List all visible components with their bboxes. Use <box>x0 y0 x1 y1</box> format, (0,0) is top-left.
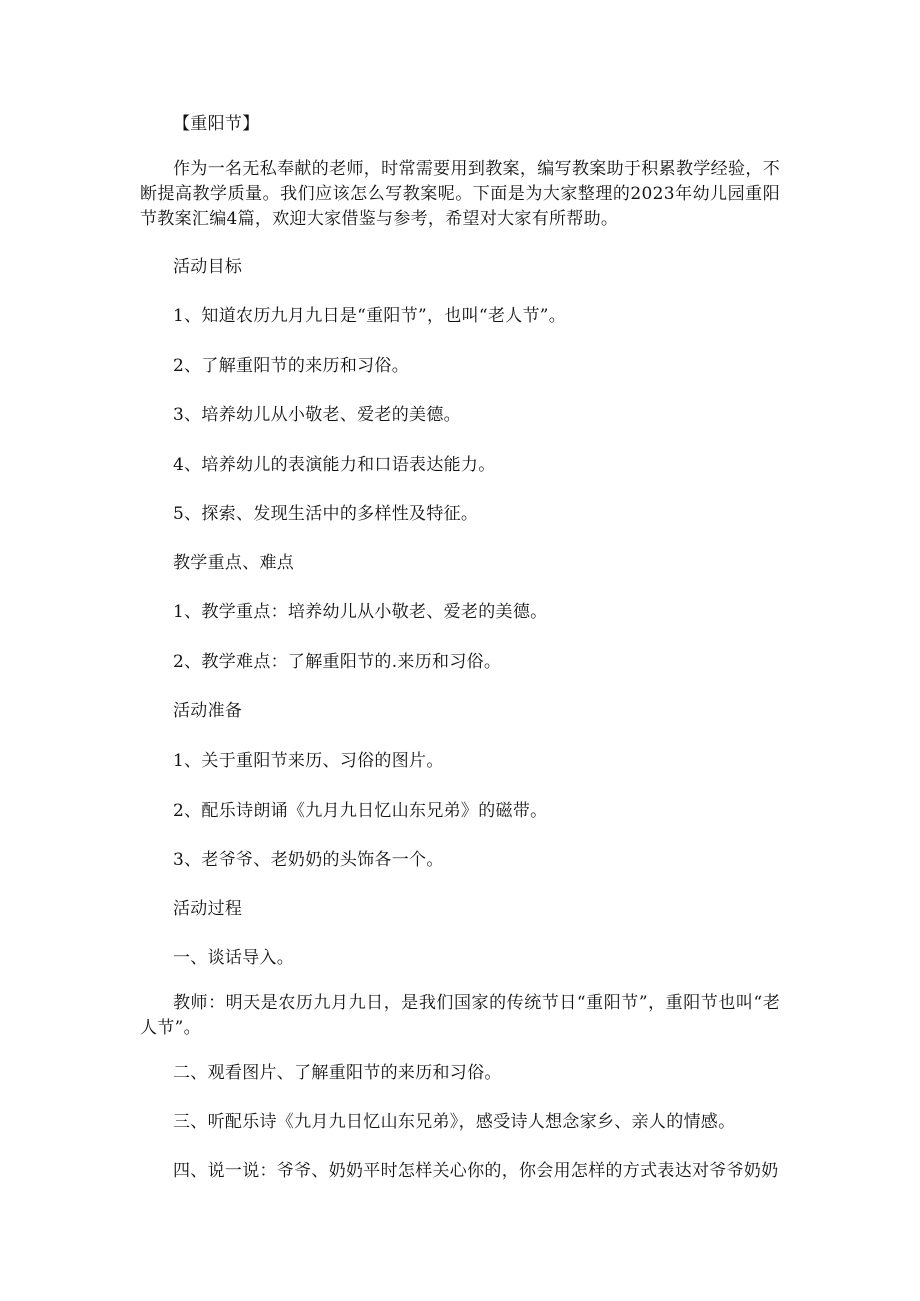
goal-item: 1、知道农历九月九日是“重阳节”，也叫“老人节”。 <box>173 306 567 326</box>
goal-item: 2、了解重阳节的来历和习俗。 <box>173 356 410 376</box>
goal-item: 5、探索、发现生活中的多样性及特征。 <box>173 504 479 524</box>
key-points-heading: 教学重点、难点 <box>173 553 295 573</box>
process-heading: 活动过程 <box>173 899 243 919</box>
process-item: 四、说一说：爷爷、奶奶平时怎样关心你的，你会用怎样的方式表达对爷爷奶奶 <box>173 1161 779 1181</box>
process-item: 一、谈话导入。 <box>173 948 295 968</box>
key-point-item: 1、教学重点：培养幼儿从小敬老、爱老的美德。 <box>173 602 548 622</box>
preparation-item: 1、关于重阳节来历、习俗的图片。 <box>173 751 444 771</box>
document-title: 【重阳节】 <box>173 114 260 134</box>
process-paragraph: 教师：明天是农历九月九日，是我们国家的传统节日“重阳节”，重阳节也叫“老人节”。 <box>140 993 780 1038</box>
goal-item: 3、培养幼儿从小敬老、爱老的美德。 <box>173 405 461 425</box>
intro-paragraph: 作为一名无私奉献的老师，时常需要用到教案，编写教案助于积累教学经验，不断提高教学质量。我们应该怎么写教案呢。下面是为大家整理的2023年幼儿园重阳节教案汇编4篇，欢迎大家借鉴与参考，希望对大家有所帮助。 <box>140 159 780 229</box>
key-point-item: 2、教学难点：了解重阳节的.来历和习俗。 <box>173 652 502 672</box>
process-item: 二、观看图片、了解重阳节的来历和习俗。 <box>173 1063 502 1083</box>
preparation-item: 2、配乐诗朗诵《九月九日忆山东兄弟》的磁带。 <box>173 801 548 821</box>
goal-item: 4、培养幼儿的表演能力和口语表达能力。 <box>173 455 496 475</box>
preparation-heading: 活动准备 <box>173 701 243 721</box>
goals-heading: 活动目标 <box>173 257 243 277</box>
process-item: 三、听配乐诗《九月九日忆山东兄弟》，感受诗人想念家乡、亲人的情感。 <box>173 1112 736 1132</box>
preparation-item: 3、老爷爷、老奶奶的头饰各一个。 <box>173 850 444 870</box>
